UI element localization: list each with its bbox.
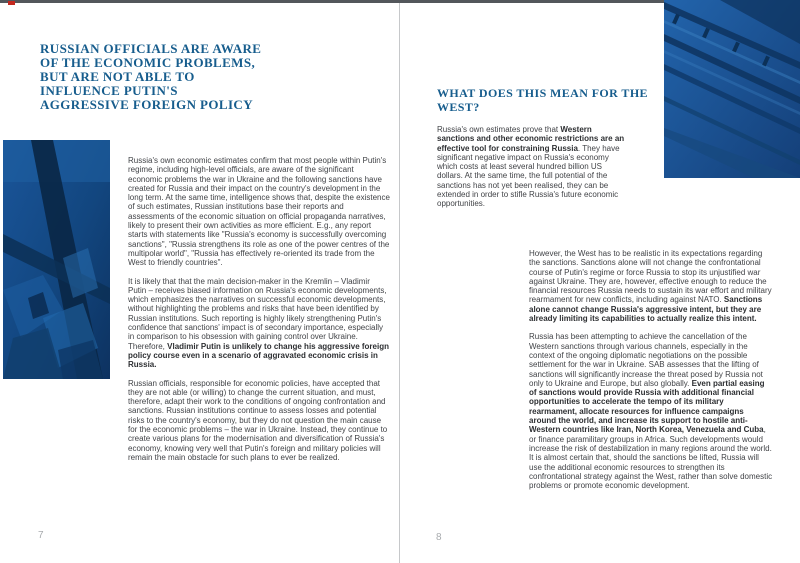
right-page-intro-column (437, 125, 629, 218)
emphasized-text: Vladimir Putin is unlikely to change his aggressive foreign policy course even in a scenario of aggravated economic crisis in Russia. (128, 341, 389, 370)
paragraph (437, 125, 629, 209)
left-page-title: RUSSIAN OFFICIALS ARE AWARE OF THE ECONOMIC PROBLEMS, BUT ARE NOT ABLE TO INFLUENCE PUTIN'S AGGRESSIVE FOREIGN POLICY (40, 41, 262, 112)
railway-tracks-photo (664, 0, 800, 178)
body-text: Russia's own economic estimates confirm that most people within Putin's regime, including high-level officials, are aware of the significant economic problems the war in Ukraine and the following sanctions have created for Russia and their impact on the country's development in the long term. At the same time, intelligence shows that, despite the existence of such estimates, Russian institutions base their reports and assessments of the economic situation on official propaganda narratives, likely to present their own activities as more efficient. E.g., any report starts with statements like "Russia's economy is successfully overcoming sanctions", "Russia strengthens its role as one of the power centres of the multipolar world", "Russia has effectively re-oriented its trade from the West to friendly countries". (128, 156, 390, 268)
body-text: Russian officials, responsible for economic policies, have accepted that they are not able (or willing) to change the current situation, and must, therefore, adapt their work to the conditions of ongoing confrontation and sanctions. Russian institutions continue to assess losses and potential risks to the country's economy, but they do not question the main cause for the economic problems – the war in Ukraine. Instead, they continue to create various plans for the modernisation and diversification of Russia's economy, knowing very well that Putin's foreign and military policies will remain the main obstacle for such plans to ever be realized. (128, 378, 388, 462)
right-page-title: WHAT DOES THIS MEAN FOR THE WEST? (437, 86, 648, 114)
paragraph (128, 379, 390, 463)
paragraph (529, 249, 773, 323)
body-text: Russia's own estimates prove that (437, 125, 561, 134)
destroyed-buildings-photo (3, 140, 110, 379)
right-page-main-column (529, 249, 773, 499)
body-text: It is likely that that the main decision-maker in the Kremlin – Vladimir Putin – receives biased information on Russia's economic developments, which emphasizes the narratives on successful economic developments, without highlighting the problems and risks that have been identified by Russian institutions. Such reporting is highly likely strengthening Putin's confidence that sanctions' impact is of secondary importance, especially in comparison to his obsession with gaining control over Ukraine. Therefore, (128, 276, 387, 351)
body-text: , or finance paramilitary groups in Africa. Such developments would increase the risk of destabilization in many regions around the world. It is almost certain that, should the sanctions be lifted, Russia will use the additional economic resources to strengthen its confrontational strategy against the West, rather than solve domestic problems or promote economic development. (529, 425, 773, 491)
body-text: . They have significant negative impact on Russia's economy which costs at least several hundred billion US dollars. At the same time, the full potential of the sanctions has not yet been realised, they can be extended in order to stifle Russia's future economic opportunities. (437, 143, 620, 209)
emphasized-text: Western sanctions and other economic restrictions are an effective tool for constraining Russia (437, 125, 625, 153)
body-text: Russia has been attempting to achieve the cancellation of the Western sanctions through various channels, especially in the context of the ongoing diplomatic negotiations on the possible settlement for the war in Ukraine. SAB assesses that the lifting of sanctions will significantly increase the threat posed by Russia not only to Ukraine and Europe, but also globally. (529, 332, 763, 388)
paragraph (128, 156, 390, 268)
paragraph (128, 277, 390, 370)
emphasized-text: Sanctions alone cannot change Russia's aggressive intent, but they are already limiting its capabilities to actually realize this intent. (529, 295, 763, 324)
emphasized-text: Even partial easing of sanctions would provide Russia with additional financial opportunities to accelerate the tempo of its military rearmament, allocate resources for influence campaigns around the world, and increase its support to hostile anti-Western countries like Iran, North Korea, Venezuela and Cuba (529, 378, 765, 435)
body-text: However, the West has to be realistic in its expectations regarding the sanctions. Sanctions alone will not change the confrontational course of Putin's regime or force Russia to stop its unjustified war against Ukraine. They are, however, effective enough to reduce the financial resources Russia needs to sustain its war effort and military rearmament for new conflicts, including against NATO. (529, 249, 772, 305)
left-page-body (128, 156, 390, 471)
page-number-right: 8 (436, 532, 442, 543)
red-registration-mark (8, 1, 15, 5)
page-gutter-divider (399, 3, 400, 563)
page-number-left: 7 (38, 530, 44, 541)
paragraph (529, 332, 773, 490)
